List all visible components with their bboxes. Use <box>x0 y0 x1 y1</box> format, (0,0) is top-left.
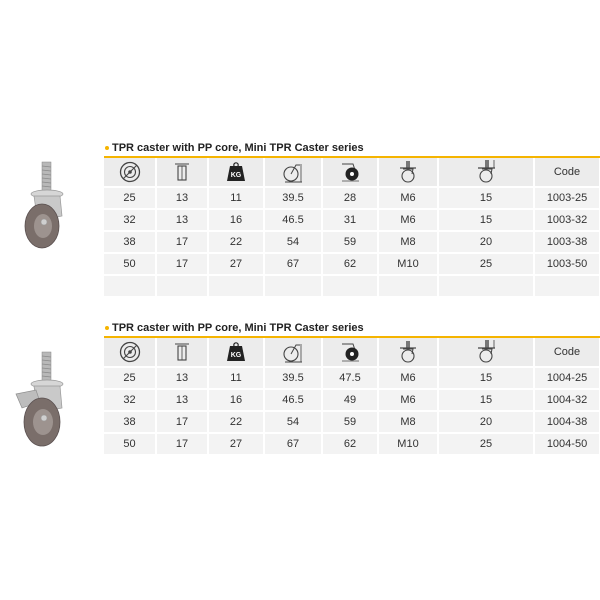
table-cell: 67 <box>264 253 322 275</box>
table-cell: 50 <box>104 253 156 275</box>
thread-size-icon <box>397 340 419 364</box>
swivel-radius-icon <box>339 161 361 183</box>
spec-section-1 <box>104 140 600 298</box>
table-cell: M10 <box>378 253 438 275</box>
table-cell <box>156 275 208 297</box>
table-row <box>104 187 600 209</box>
table-cell: 1004-50 <box>534 433 600 455</box>
table-cell: 62 <box>322 253 378 275</box>
table-cell: 17 <box>156 411 208 433</box>
table-cell: 15 <box>438 209 534 231</box>
table-cell: 16 <box>208 389 264 411</box>
thread-length-icon <box>475 340 497 364</box>
thread-length-icon <box>475 160 497 184</box>
header-thread-size <box>378 338 438 367</box>
table-cell: 1004-25 <box>534 367 600 389</box>
table-cell: 13 <box>156 389 208 411</box>
table-row <box>104 433 600 455</box>
table-cell: 17 <box>156 433 208 455</box>
table-cell: M8 <box>378 231 438 253</box>
table-cell: 15 <box>438 187 534 209</box>
table-cell: 27 <box>208 433 264 455</box>
header-overall-height <box>264 338 322 367</box>
table-row <box>104 253 600 275</box>
header-overall-height <box>264 158 322 187</box>
table-cell: M6 <box>378 389 438 411</box>
table-cell: 17 <box>156 231 208 253</box>
table-cell <box>378 275 438 297</box>
spec-table <box>104 158 600 298</box>
table-cell <box>322 275 378 297</box>
table-cell: 31 <box>322 209 378 231</box>
table-cell: 27 <box>208 253 264 275</box>
header-thread-size <box>378 158 438 187</box>
table-row <box>104 367 600 389</box>
bullet-dot <box>105 326 109 330</box>
section-title <box>104 140 600 156</box>
section-title <box>104 320 600 336</box>
section-title-text: TPR caster with PP core, Mini TPR Caster series <box>112 142 364 154</box>
table-cell: 15 <box>438 367 534 389</box>
table-cell: 17 <box>156 253 208 275</box>
table-cell: 25 <box>438 433 534 455</box>
table-cell: 13 <box>156 187 208 209</box>
table-cell: 1003-50 <box>534 253 600 275</box>
table-cell: 54 <box>264 231 322 253</box>
table-cell: 22 <box>208 231 264 253</box>
table-row <box>104 209 600 231</box>
table-cell: 38 <box>104 231 156 253</box>
table-header-row <box>104 158 600 187</box>
table-cell: 16 <box>208 209 264 231</box>
load-capacity-icon <box>225 342 247 362</box>
table-cell: 25 <box>104 367 156 389</box>
table-row <box>104 231 600 253</box>
table-cell: 32 <box>104 389 156 411</box>
table-cell <box>264 275 322 297</box>
swivel-radius-icon <box>339 341 361 363</box>
table-cell: M8 <box>378 411 438 433</box>
table-cell: 11 <box>208 187 264 209</box>
table-cell: 47.5 <box>322 367 378 389</box>
table-cell: M6 <box>378 209 438 231</box>
header-thread-length <box>438 158 534 187</box>
header-code: Code <box>534 338 600 367</box>
table-row-empty <box>104 275 600 297</box>
caster-with-brake-image <box>10 350 76 460</box>
table-cell: 59 <box>322 411 378 433</box>
table-cell: 1004-38 <box>534 411 600 433</box>
thread-size-icon <box>397 160 419 184</box>
wheel-width-icon <box>173 161 191 183</box>
table-cell: 1003-25 <box>534 187 600 209</box>
table-cell: 13 <box>156 209 208 231</box>
header-wheel-width <box>156 338 208 367</box>
wheel-width-icon <box>173 341 191 363</box>
table-cell: 15 <box>438 389 534 411</box>
table-cell <box>438 275 534 297</box>
table-cell <box>208 275 264 297</box>
caster-image <box>14 160 76 260</box>
section-title-text: TPR caster with PP core, Mini TPR Caster series <box>112 322 364 334</box>
header-swivel-radius <box>322 338 378 367</box>
table-cell: 25 <box>438 253 534 275</box>
table-cell: 20 <box>438 231 534 253</box>
kg-label: KG <box>230 352 242 359</box>
overall-height-icon <box>282 341 304 363</box>
table-cell: 1004-32 <box>534 389 600 411</box>
table-row <box>104 411 600 433</box>
table-cell: 39.5 <box>264 367 322 389</box>
table-cell: 32 <box>104 209 156 231</box>
table-cell: M6 <box>378 187 438 209</box>
load-capacity-icon <box>225 162 247 182</box>
table-cell: 46.5 <box>264 389 322 411</box>
header-swivel-radius <box>322 158 378 187</box>
table-cell: 54 <box>264 411 322 433</box>
table-cell: M10 <box>378 433 438 455</box>
header-thread-length <box>438 338 534 367</box>
table-cell: 46.5 <box>264 209 322 231</box>
wheel-diameter-icon <box>119 161 141 183</box>
header-wheel-width <box>156 158 208 187</box>
table-cell <box>104 275 156 297</box>
table-cell: 62 <box>322 433 378 455</box>
wheel-diameter-icon <box>119 341 141 363</box>
table-cell <box>534 275 600 297</box>
header-load-capacity <box>208 158 264 187</box>
table-cell: 38 <box>104 411 156 433</box>
table-cell: 1003-32 <box>534 209 600 231</box>
table-cell: 1003-38 <box>534 231 600 253</box>
table-cell: 22 <box>208 411 264 433</box>
header-wheel-diameter <box>104 158 156 187</box>
table-row <box>104 389 600 411</box>
kg-label: KG <box>230 172 242 179</box>
table-cell: 28 <box>322 187 378 209</box>
overall-height-icon <box>282 161 304 183</box>
table-cell: 50 <box>104 433 156 455</box>
bullet-dot <box>105 146 109 150</box>
header-wheel-diameter <box>104 338 156 367</box>
table-cell: 67 <box>264 433 322 455</box>
table-cell: 25 <box>104 187 156 209</box>
table-cell: 11 <box>208 367 264 389</box>
spec-section-2 <box>104 320 600 456</box>
table-cell: 59 <box>322 231 378 253</box>
spec-table <box>104 338 600 456</box>
table-cell: 13 <box>156 367 208 389</box>
header-load-capacity <box>208 338 264 367</box>
table-cell: 39.5 <box>264 187 322 209</box>
table-cell: 20 <box>438 411 534 433</box>
table-header-row <box>104 338 600 367</box>
header-code: Code <box>534 158 600 187</box>
table-cell: 49 <box>322 389 378 411</box>
table-cell: M6 <box>378 367 438 389</box>
